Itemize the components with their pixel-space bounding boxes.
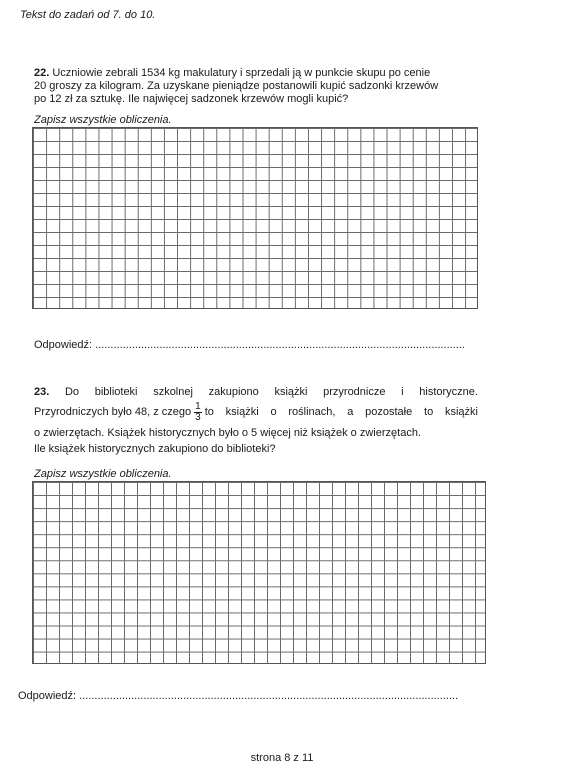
- fraction-denominator: 3: [195, 412, 201, 423]
- task-23-hint: Zapisz wszystkie obliczenia.: [34, 468, 172, 480]
- fraction-one-third: [194, 402, 202, 423]
- task-22-line-1: [34, 67, 484, 80]
- task-22-text-1: Uczniowie zebrali 1534 kg makulatury i sprzedali ją w punkcie skupu po cenie: [52, 67, 431, 79]
- task-23-line-4: Ile książek historycznych zakupiono do biblioteki?: [34, 443, 276, 455]
- task-22-line-2: 20 groszy za kilogram. Za uzyskane pieniądze postanowili kupić sadzonki krzewów: [34, 80, 439, 92]
- task-23-word: i: [401, 386, 404, 398]
- page-number: strona 8 z 11: [250, 752, 314, 764]
- task-23-word: książki: [274, 386, 308, 398]
- task-22: [34, 67, 484, 106]
- task-23-line-1: [34, 385, 478, 399]
- task-23-line-2: [34, 402, 478, 423]
- task-22-line-3: po 12 zł za sztukę. Ile najwięcej sadzonek krzewów mogli kupić?: [34, 93, 349, 105]
- task-23-number: 23.: [34, 386, 50, 398]
- task-22-hint: Zapisz wszystkie obliczenia.: [34, 114, 172, 126]
- task-23-calculation-grid[interactable]: [32, 481, 486, 664]
- task-23-text-2b: to książki o roślinach, a pozostałe to książki: [204, 406, 478, 418]
- page-header: Tekst do zadań od 7. do 10.: [20, 9, 156, 21]
- task-23-line-3: o zwierzętach. Książek historycznych było o 5 więcej niż książek o zwierzętach.: [34, 427, 421, 439]
- task-23-word: przyrodnicze: [323, 386, 386, 398]
- task-22-answer-line[interactable]: [34, 339, 465, 351]
- task-23-answer-dots: ............................................................................................................................: [79, 690, 459, 702]
- task-23-answer-line[interactable]: [18, 690, 458, 702]
- fraction-numerator: 1: [195, 401, 201, 412]
- task-22-calculation-grid[interactable]: [32, 127, 478, 309]
- task-23-word: szkolnej: [153, 386, 193, 398]
- task-23-text-2a: Przyrodniczych było 48, z czego: [34, 406, 192, 418]
- task-23-answer-label: Odpowiedź:: [18, 690, 77, 702]
- task-22-number: 22.: [34, 67, 50, 79]
- task-23: [34, 385, 478, 456]
- task-22-answer-label: Odpowiedź:: [34, 339, 93, 351]
- task-23-word: zakupiono: [208, 386, 259, 398]
- task-22-answer-dots: .........................................................................................................................: [95, 339, 465, 351]
- task-23-word: biblioteki: [94, 386, 138, 398]
- task-23-word: Do: [64, 386, 80, 398]
- task-23-word: historyczne.: [419, 386, 478, 398]
